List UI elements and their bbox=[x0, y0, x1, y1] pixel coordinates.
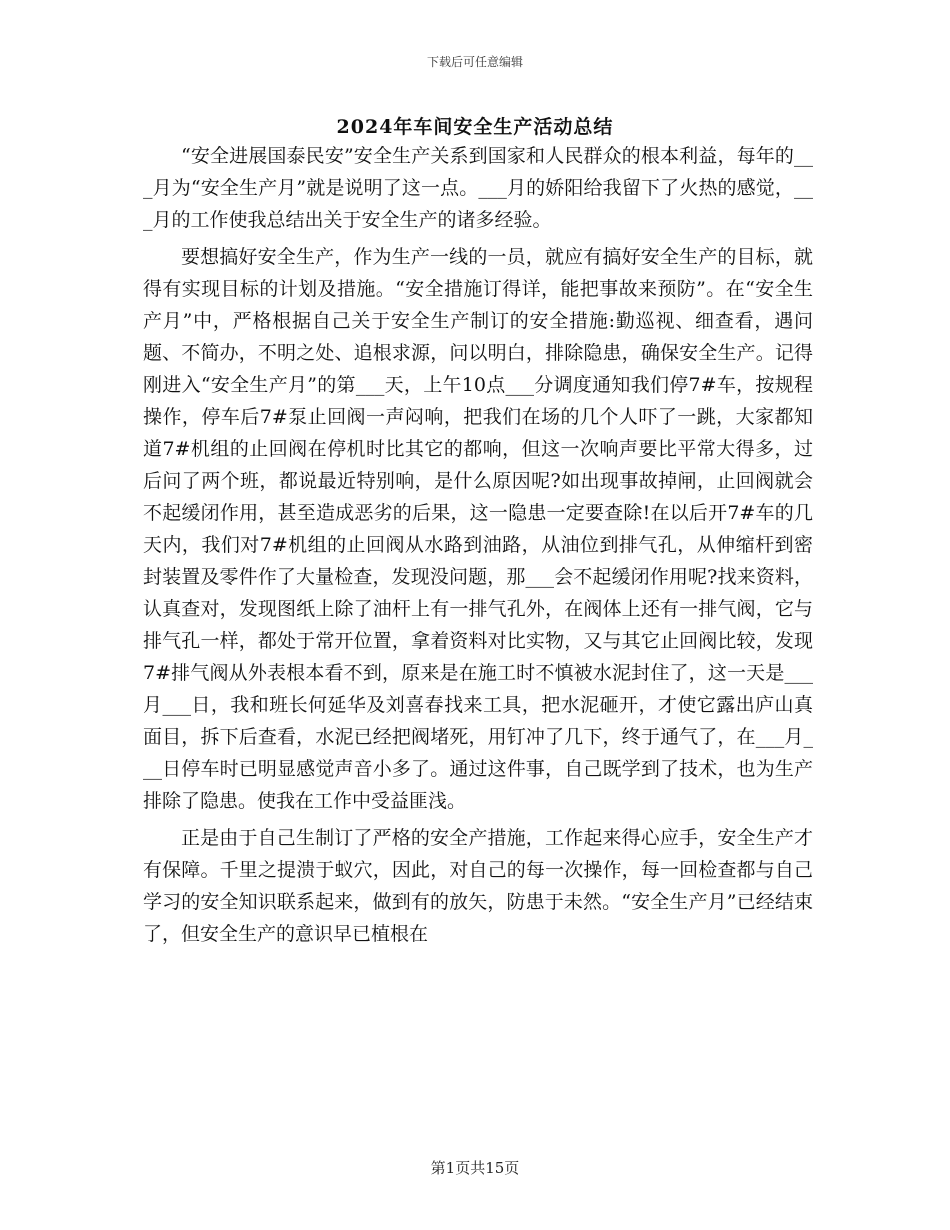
header-note: 下载后可任意编辑 bbox=[426, 55, 523, 69]
paragraph-conclusion: 正是由于自己生制订了严格的安全产措施，工作起来得心应手，安全生产才有保障。千里之提溃于蚁穴，因此，对自己的每一次操作，每一回检查都与自己学习的安全知识联系起来，做到有的放矢，防患于未然。“安全生产月”已经结束了，但安全生产的意识早已植根在 bbox=[143, 827, 813, 945]
page-number: 第1页共15页 bbox=[430, 1159, 520, 1177]
document-body bbox=[143, 140, 813, 955]
document-title: 2024年车间安全生产活动总结 bbox=[336, 116, 614, 138]
paragraph-safety-measures: 要想搞好安全生产，作为生产一线的一员，就应有搞好安全生产的目标，就得有实现目标的计划及措施。“安全措施订得详，能把事故来预防”。在“安全生产月”中，严格根据自己关于安全生产制订的安全措施:勤巡视、细查看，遇问题、不简办，不明之处、追根求源，问以明白，排除隐患，确保安全生产。记得刚进入“安全生产月”的第___天，上午10点___分调度通知我们停7#车，按规程操作，停车后7#泵止回阀一声闷响，把我们在场的几个人吓了一跳，大家都知道7#机组的止回阀在停机时比其它的都响，但这一次响声要比平常大得多，过后问了两个班，都说最近特别响，是什么原因呢?如出现事故掉闸，止回阀就会不起缓闭作用，甚至造成恶劣的后果，这一隐患一定要查除!在以后开7#车的几天内，我们对7#机组的止回阀从水路到油路，从油位到排气孔，从伸缩杆到密封装置及零件作了大量检查，发现没问题，那___会不起缓闭作用呢?找来资料，认真查对，发现图纸上除了油杆上有一排气孔外，在阀体上还有一排气阀，它与排气孔一样，都处于常开位置，拿着资料对比实物，又与其它止回阀比较，发现7#排气阀从外表根本看不到，原来是在施工时不慎被水泥封住了，这一天是___月___日，我和班长何延华及刘喜春找来工具，把水泥砸开，才使它露出庐山真面目，拆下后查看，水泥已经把阀堵死，用钉冲了几下，终于通气了，在___月___日停车时已明显感觉声音小多了。通过这件事，自己既学到了技术，也为生产排除了隐患。使我在工作中受益匪浅。 bbox=[143, 246, 813, 812]
paragraph-intro: “安全进展国泰民安”安全生产关系到国家和人民群众的根本利益，每年的___月为“安全生产月”就是说明了这一点。___月的娇阳给我留下了火热的感觉，___月的工作使我总结出关于安全生产的诸多经验。 bbox=[143, 145, 813, 231]
